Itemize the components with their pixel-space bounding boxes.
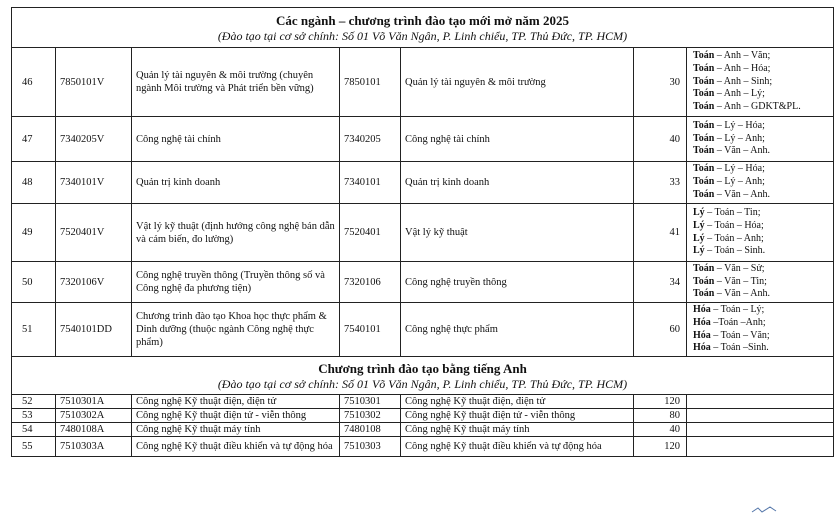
subject-combination [693, 342, 829, 355]
quota: 30 [634, 48, 687, 117]
major-code: 7340205 [340, 117, 401, 162]
combo-other-subjects: – Toán – Hóa; [704, 219, 764, 231]
quota: 33 [634, 162, 687, 204]
subject-combinations [687, 48, 834, 117]
major-code: 7520401 [340, 204, 401, 262]
major-name: Quản lý tài nguyên & môi trường [401, 48, 634, 117]
combo-other-subjects: – Anh – Sinh; [714, 75, 773, 87]
subject-combination [693, 288, 829, 301]
subject-combination [693, 276, 829, 289]
major-name: Quản trị kinh doanh [401, 162, 634, 204]
subject-combinations [687, 262, 834, 303]
combo-main-subject: Toán [693, 88, 715, 100]
combo-main-subject: Lý [693, 207, 705, 219]
row-index: 52 [12, 395, 56, 409]
program-name: Vật lý kỹ thuật (định hướng công nghệ bán dẫn và cảm biến, đo lường) [132, 204, 340, 262]
subject-combination [693, 317, 829, 330]
subject-combinations [687, 204, 834, 262]
section-header-new-programs [12, 8, 834, 48]
major-code: 7510301 [340, 395, 401, 409]
combo-other-subjects: – Lý – Hóa; [714, 119, 765, 131]
program-name: Quản trị kinh doanh [132, 162, 340, 204]
combo-other-subjects: – Văn – Tin; [714, 275, 767, 287]
quota: 120 [634, 437, 687, 457]
major-code: 7850101 [340, 48, 401, 117]
subject-combinations-empty [687, 395, 834, 409]
section-header-cell [12, 357, 834, 395]
section-title: Chương trình đào tạo bằng tiếng Anh [318, 360, 527, 376]
major-name: Công nghệ Kỹ thuật điện, điện tử [401, 395, 634, 409]
combo-main-subject: Lý [693, 232, 705, 244]
combo-main-subject: Lý [693, 219, 705, 231]
combo-other-subjects: – Toán –Sinh. [710, 342, 769, 354]
subject-combinations-empty [687, 409, 834, 423]
subject-combination [693, 120, 829, 133]
major-name: Công nghệ Kỹ thuật điều khiển và tự động hóa [401, 437, 634, 457]
subject-combination [693, 189, 829, 202]
program-name: Công nghệ tài chính [132, 117, 340, 162]
table-row [12, 437, 834, 457]
subject-combination [693, 220, 829, 233]
table-row [12, 48, 834, 117]
subject-combination [693, 133, 829, 146]
subject-combinations [687, 117, 834, 162]
row-index: 55 [12, 437, 56, 457]
combo-other-subjects: – Văn – Anh. [714, 288, 770, 300]
major-name: Công nghệ Kỹ thuật máy tính [401, 423, 634, 437]
quota: 40 [634, 423, 687, 437]
quota: 60 [634, 303, 687, 357]
subject-combination [693, 330, 829, 343]
program-name: Quản lý tài nguyên & môi trường (chuyên ngành Môi trường và Phát triển bền vững) [132, 48, 340, 117]
admission-code: 7510303A [56, 437, 132, 457]
row-index: 47 [12, 117, 56, 162]
major-name: Công nghệ Kỹ thuật điện tử - viễn thông [401, 409, 634, 423]
combo-main-subject: Lý [693, 245, 705, 257]
table-row [12, 204, 834, 262]
combo-other-subjects: – Lý – Hóa; [714, 163, 765, 175]
combo-main-subject: Toán [693, 176, 715, 188]
section-header-english-programs [12, 357, 834, 395]
combo-other-subjects: – Anh – GDKT&PL. [714, 101, 801, 113]
major-code: 7480108 [340, 423, 401, 437]
combo-other-subjects: – Lý – Anh; [714, 132, 765, 144]
subject-combination [693, 145, 829, 158]
table-row [12, 117, 834, 162]
program-name: Chương trình đào tạo Khoa học thực phẩm & Dinh dưỡng (thuộc ngành Công nghệ thực phẩm) [132, 303, 340, 357]
combo-main-subject: Toán [693, 75, 715, 87]
row-index: 49 [12, 204, 56, 262]
subject-combination [693, 88, 829, 101]
section-subtitle: (Đào tạo tại cơ sở chính: Số 01 Võ Văn Ngân, P. Linh chiểu, TP. Thủ Đức, TP. HCM) [217, 376, 628, 391]
table-row [12, 409, 834, 423]
combo-other-subjects: –Toán –Anh; [710, 316, 766, 328]
combo-other-subjects: – Toán – Văn; [710, 329, 770, 341]
combo-main-subject: Hóa [693, 329, 711, 341]
row-index: 48 [12, 162, 56, 204]
combo-main-subject: Toán [693, 62, 715, 74]
admission-code: 7320106V [56, 262, 132, 303]
major-code: 7510303 [340, 437, 401, 457]
combo-main-subject: Toán [693, 188, 715, 200]
combo-other-subjects: – Lý – Anh; [714, 176, 765, 188]
combo-main-subject: Toán [693, 163, 715, 175]
admission-code: 7480108A [56, 423, 132, 437]
major-name: Công nghệ tài chính [401, 117, 634, 162]
row-index: 53 [12, 409, 56, 423]
combo-main-subject: Toán [693, 101, 715, 113]
subject-combination [693, 263, 829, 276]
admission-code: 7850101V [56, 48, 132, 117]
subject-combinations [687, 162, 834, 204]
subject-combination [693, 304, 829, 317]
admission-code: 7510301A [56, 395, 132, 409]
combo-main-subject: Toán [693, 50, 715, 62]
row-index: 46 [12, 48, 56, 117]
program-name: Công nghệ Kỹ thuật máy tính [132, 423, 340, 437]
combo-other-subjects: – Anh – Hóa; [714, 62, 771, 74]
subject-combination [693, 233, 829, 246]
admission-code: 7540101DD [56, 303, 132, 357]
section-subtitle: (Đào tạo tại cơ sở chính: Số 01 Võ Văn Ngân, P. Linh chiểu, TP. Thủ Đức, TP. HCM) [217, 28, 628, 43]
subject-combination [693, 163, 829, 176]
program-table [11, 7, 834, 457]
program-name: Công nghệ Kỹ thuật điều khiển và tự động hóa [132, 437, 340, 457]
combo-other-subjects: – Toán – Sinh. [704, 245, 766, 257]
row-index: 54 [12, 423, 56, 437]
handwritten-mark-icon [750, 505, 780, 513]
combo-main-subject: Toán [693, 132, 715, 144]
subject-combination [693, 63, 829, 76]
combo-main-subject: Toán [693, 275, 715, 287]
subject-combinations-empty [687, 423, 834, 437]
subject-combinations-empty [687, 437, 834, 457]
program-name: Công nghệ truyền thông (Truyền thông số và Công nghệ đa phương tiện) [132, 262, 340, 303]
combo-main-subject: Toán [693, 145, 715, 157]
table-row [12, 162, 834, 204]
subject-combination [693, 76, 829, 89]
quota: 41 [634, 204, 687, 262]
row-index: 51 [12, 303, 56, 357]
combo-other-subjects: – Văn – Anh. [714, 188, 770, 200]
quota: 40 [634, 117, 687, 162]
admission-code: 7340205V [56, 117, 132, 162]
major-code: 7540101 [340, 303, 401, 357]
combo-other-subjects: – Anh – Lý; [714, 88, 765, 100]
quota: 34 [634, 262, 687, 303]
row-index: 50 [12, 262, 56, 303]
table-row [12, 303, 834, 357]
combo-other-subjects: – Toán – Lý; [710, 304, 765, 316]
combo-main-subject: Hóa [693, 304, 711, 316]
major-name: Công nghệ truyền thông [401, 262, 634, 303]
combo-main-subject: Hóa [693, 316, 711, 328]
combo-other-subjects: – Anh – Văn; [714, 50, 771, 62]
combo-other-subjects: – Văn – Anh. [714, 145, 770, 157]
combo-main-subject: Toán [693, 119, 715, 131]
combo-other-subjects: – Toán – Anh; [704, 232, 764, 244]
admission-code: 7510302A [56, 409, 132, 423]
admission-code: 7340101V [56, 162, 132, 204]
quota: 120 [634, 395, 687, 409]
subject-combination [693, 101, 829, 114]
subject-combination [693, 176, 829, 189]
subject-combination [693, 245, 829, 258]
table-row [12, 262, 834, 303]
combo-main-subject: Hóa [693, 342, 711, 354]
combo-main-subject: Toán [693, 262, 715, 274]
major-name: Vật lý kỹ thuật [401, 204, 634, 262]
major-code: 7340101 [340, 162, 401, 204]
major-code: 7510302 [340, 409, 401, 423]
section-title: Các ngành – chương trình đào tạo mới mở năm 2025 [275, 12, 570, 28]
subject-combination [693, 207, 829, 220]
table-row [12, 395, 834, 409]
major-code: 7320106 [340, 262, 401, 303]
program-name: Công nghệ Kỹ thuật điện, điện tử [132, 395, 340, 409]
combo-other-subjects: – Văn – Sử; [714, 262, 765, 274]
quota: 80 [634, 409, 687, 423]
combo-other-subjects: – Toán – Tin; [704, 207, 761, 219]
subject-combinations [687, 303, 834, 357]
table-row [12, 423, 834, 437]
combo-main-subject: Toán [693, 288, 715, 300]
program-name: Công nghệ Kỹ thuật điện tử - viễn thông [132, 409, 340, 423]
subject-combination [693, 50, 829, 63]
major-name: Công nghệ thực phẩm [401, 303, 634, 357]
admission-code: 7520401V [56, 204, 132, 262]
